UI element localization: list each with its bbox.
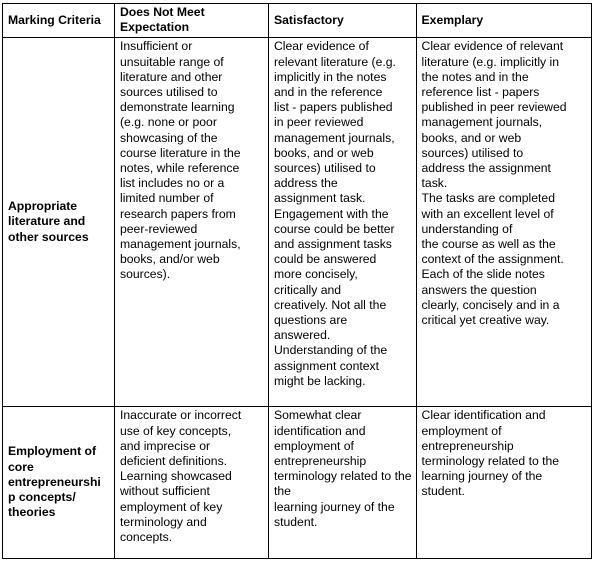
cell-text-line: Each of the slide notes bbox=[421, 267, 545, 282]
cell-text-line: implicitly in the notes bbox=[274, 69, 387, 84]
cell-text-line: assignment task. bbox=[274, 191, 366, 206]
header-does-not-meet: Does Not Meet Expectation bbox=[115, 4, 269, 38]
cell-text-line: critical yet creative way. bbox=[421, 313, 550, 328]
cell-text-line: the notes and in the bbox=[421, 69, 529, 84]
cell-text-line: more concisely, bbox=[274, 267, 358, 282]
cell-text-line: literature and bbox=[8, 214, 86, 229]
cell-text-line: theories bbox=[8, 505, 56, 520]
header-satisfactory: Satisfactory bbox=[269, 4, 417, 38]
cell-text-line: list includes no or a bbox=[120, 176, 225, 191]
cell-text-line: sources). bbox=[120, 267, 171, 282]
cell-text-line: management journals, bbox=[421, 115, 543, 130]
cell-text-line: sources utilised to bbox=[120, 85, 218, 100]
cell-text-line: Engagement with the bbox=[274, 206, 389, 221]
cell-text-line: creatively. Not all the bbox=[274, 297, 387, 312]
cell-text-line: learning journey of the bbox=[421, 469, 543, 484]
row-concepts bbox=[3, 407, 592, 559]
satisfactory-cell bbox=[269, 38, 417, 407]
cell-text-line: in peer reviewed bbox=[274, 115, 364, 130]
cell-text-line: and imprecise or bbox=[120, 438, 211, 453]
cell-text-line: other sources bbox=[8, 229, 89, 244]
cell-text-line: context of the assignment. bbox=[421, 252, 564, 267]
cell-text-line: address the assignment bbox=[421, 161, 551, 176]
cell-text-line: demonstrate learning bbox=[120, 100, 235, 115]
row-literature bbox=[3, 38, 592, 407]
cell-text-line: Clear evidence of bbox=[274, 39, 369, 54]
cell-text-line: core bbox=[8, 459, 34, 474]
cell-text-line: clearly, concisely and in a bbox=[421, 297, 560, 312]
cell-text-line: employment of key bbox=[120, 499, 223, 514]
cell-text-line: literature (e.g. implicitly in bbox=[421, 54, 560, 69]
exemplary-cell bbox=[416, 407, 591, 559]
cell-text-line: Appropriate bbox=[8, 199, 78, 214]
cell-text-line: literature and other bbox=[120, 69, 223, 84]
cell-text-line: books, and or web bbox=[274, 145, 374, 160]
cell-text-line: answers the question bbox=[421, 282, 537, 297]
criterion-cell bbox=[3, 38, 115, 407]
cell-text-line: employment of bbox=[421, 423, 502, 438]
cell-text-line: research papers from bbox=[120, 206, 236, 221]
satisfactory-cell bbox=[269, 407, 417, 559]
cell-text-line: identification and bbox=[274, 423, 366, 438]
cell-text-line: and in the reference bbox=[274, 85, 383, 100]
cell-text-line: books, and or web bbox=[421, 130, 522, 145]
cell-text-line: with an excellent level of bbox=[421, 206, 554, 221]
does-not-meet-cell bbox=[115, 407, 269, 559]
header-marking-criteria: Marking Criteria bbox=[3, 4, 115, 38]
cell-text-line: the bbox=[274, 484, 291, 499]
cell-text-line: notes, while reference bbox=[120, 161, 240, 176]
does-not-meet-cell bbox=[115, 38, 269, 407]
cell-text-line: employment of bbox=[274, 438, 354, 453]
cell-text-line: student. bbox=[421, 484, 465, 499]
cell-text-line: entrepreneurship bbox=[274, 454, 367, 469]
cell-text-line: learning journey of the bbox=[274, 499, 395, 514]
cell-text-line: management journals, bbox=[274, 130, 395, 145]
cell-text-line: terminology related to the bbox=[421, 454, 560, 469]
cell-text-line: management journals, bbox=[120, 237, 241, 252]
cell-text-line: Insufficient or bbox=[120, 39, 193, 54]
cell-text-line: assignment context bbox=[274, 358, 380, 373]
cell-text-line: The tasks are completed bbox=[421, 191, 555, 206]
cell-text-line: the course as well as the bbox=[421, 237, 556, 252]
cell-text-line: course could be better bbox=[274, 221, 395, 236]
cell-text-line: Clear identification and bbox=[421, 408, 546, 423]
criterion-cell bbox=[3, 407, 115, 559]
cell-text-line: showcasing of the bbox=[120, 130, 218, 145]
cell-text-line: Understanding of the bbox=[274, 343, 388, 358]
cell-text-line: answered. bbox=[274, 328, 331, 343]
header-exemplary: Exemplary bbox=[416, 4, 591, 38]
cell-text-line: entrepreneurship bbox=[421, 438, 514, 453]
cell-text-line: critically and bbox=[274, 282, 342, 297]
cell-text-line: might be lacking. bbox=[274, 373, 366, 388]
cell-text-line: Somewhat clear bbox=[274, 408, 362, 423]
cell-text-line: Inaccurate or incorrect bbox=[120, 408, 242, 423]
exemplary-cell bbox=[416, 38, 591, 407]
cell-text-line: sources) utilised to bbox=[274, 161, 376, 176]
cell-text-line: could be answered bbox=[274, 252, 377, 267]
cell-text-line: use of key concepts, bbox=[120, 423, 232, 438]
cell-text-line: published in peer reviewed bbox=[421, 100, 567, 115]
cell-text-line: unsuitable range of bbox=[120, 54, 224, 69]
cell-text-line: relevant literature (e.g. bbox=[274, 54, 396, 69]
cell-text-line: deficient definitions. bbox=[120, 454, 228, 469]
cell-text-line: terminology and bbox=[120, 514, 207, 529]
cell-text-line: limited number of bbox=[120, 191, 214, 206]
cell-text-line: address the bbox=[274, 176, 338, 191]
cell-text-line: books, and/or web bbox=[120, 252, 220, 267]
cell-text-line: task. bbox=[421, 176, 448, 191]
cell-text-line: peer-reviewed bbox=[120, 221, 198, 236]
cell-text-line: understanding of bbox=[421, 221, 513, 236]
cell-text-line: course literature in the bbox=[120, 145, 241, 160]
cell-text-line: student. bbox=[274, 514, 318, 529]
cell-text-line: Employment of bbox=[8, 444, 97, 459]
header-row bbox=[3, 4, 592, 38]
marking-rubric-table bbox=[2, 3, 592, 559]
cell-text-line: and assignment tasks bbox=[274, 237, 392, 252]
cell-text-line: without sufficient bbox=[120, 484, 210, 499]
cell-text-line: p concepts/ bbox=[8, 490, 76, 504]
cell-text-line: list - papers published bbox=[274, 100, 393, 115]
cell-text-line: reference list - papers bbox=[421, 85, 540, 100]
cell-text-line: concepts. bbox=[120, 530, 173, 545]
cell-text-line: terminology related to the bbox=[274, 469, 412, 484]
cell-text-line: (e.g. none or poor bbox=[120, 115, 217, 130]
cell-text-line: sources) utilised to bbox=[421, 145, 524, 160]
cell-text-line: questions are bbox=[274, 313, 348, 328]
cell-text-line: Clear evidence of relevant bbox=[421, 39, 564, 54]
cell-text-line: Learning showcased bbox=[120, 469, 232, 484]
cell-text-line: entrepreneurshi bbox=[8, 474, 101, 489]
